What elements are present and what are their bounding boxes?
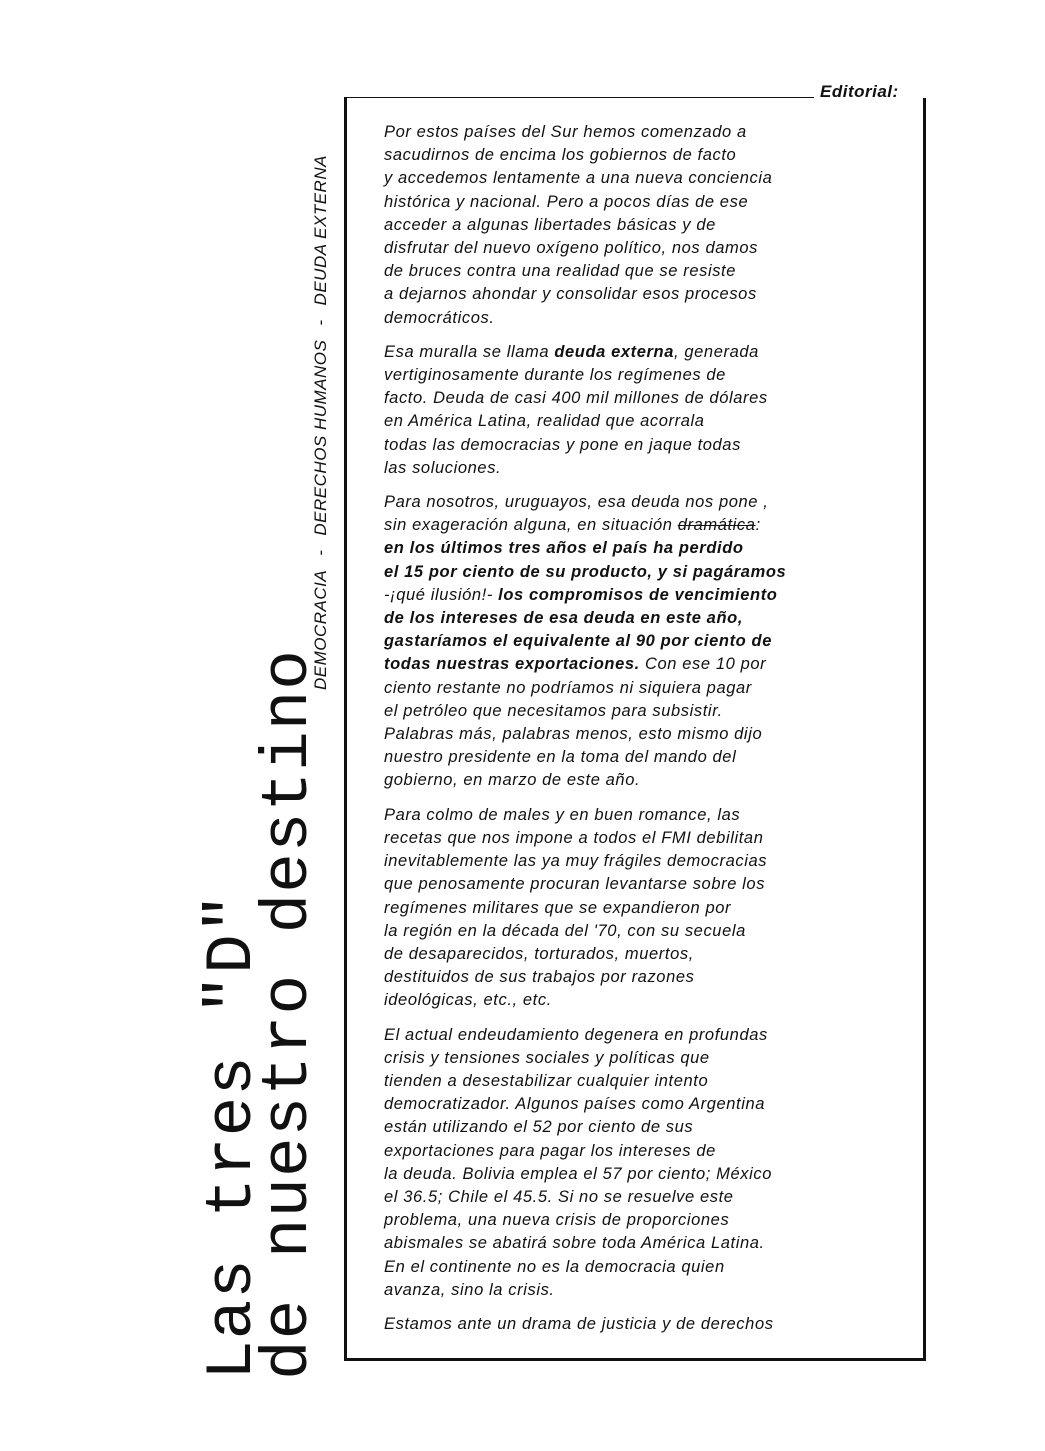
text-run: inevitablemente las ya muy frágiles democracias (384, 852, 768, 871)
text-run: tienden a desestabilizar cualquier intento (384, 1071, 709, 1090)
text-run: el petróleo que necesitamos para subsistir. (384, 701, 723, 720)
text-run: abismales se abatirá sobre toda América Latina. (384, 1234, 765, 1253)
bold-text: deuda externa (554, 342, 675, 361)
editorial-body (384, 121, 904, 1347)
text-line (384, 607, 904, 630)
text-run: destituidos de sus trabajos por razones (384, 968, 695, 987)
text-line (384, 410, 904, 433)
text-run: disfrutar del nuevo oxígeno político, nos damos (384, 239, 758, 258)
text-line (384, 1313, 904, 1336)
text-run: la región en la década del '70, con su secuela (384, 921, 746, 940)
text-line (384, 769, 904, 792)
text-line (384, 237, 904, 260)
text-run: recetas que nos impone a todos el FMI debilitan (384, 828, 764, 847)
bold-text: el 15 por ciento de su producto, y si pagáramos (384, 562, 787, 581)
text-run: -¡qué ilusión!- (384, 585, 499, 604)
topic-deuda-externa: DEUDA EXTERNA (311, 155, 330, 306)
text-line (384, 746, 904, 769)
text-line (384, 1047, 904, 1070)
text-run: sacudirnos de encima los gobiernos de facto (384, 146, 737, 165)
text-line (384, 1232, 904, 1255)
text-line (384, 260, 904, 283)
text-run: ciento restante no podríamos ni siquiera pagar (384, 678, 752, 697)
text-run: que penosamente procuran levantarse sobre los (384, 875, 766, 894)
topic-separator: - (311, 549, 330, 556)
text-run: avanza, sino la crisis. (384, 1280, 555, 1299)
text-line (384, 1209, 904, 1232)
text-line (384, 653, 904, 676)
headline-line-1: Las tres "D" (195, 892, 270, 1380)
topic-derechos-humanos: DERECHOS HUMANOS (311, 339, 330, 536)
text-run: problema, una nueva crisis de proporciones (384, 1211, 730, 1230)
text-run: facto. Deuda de casi 400 mil millones de dólares (384, 389, 768, 408)
text-line (384, 1140, 904, 1163)
text-line (384, 584, 904, 607)
text-run: la deuda. Bolivia emplea el 57 por ciento; México (384, 1164, 773, 1183)
text-line (384, 1024, 904, 1047)
paragraph (384, 1313, 904, 1336)
text-line (384, 677, 904, 700)
text-line (384, 167, 904, 190)
paragraph (384, 341, 904, 480)
bold-text: todas nuestras exportaciones. (384, 655, 640, 674)
text-run: regímenes militares que se expandieron por (384, 898, 732, 917)
paragraph (384, 491, 904, 793)
text-run: histórica y nacional. Pero a pocos días de ese (384, 192, 749, 211)
text-run: El actual endeudamiento degenera en profundas (384, 1025, 768, 1044)
section-label: Editorial: (820, 82, 899, 101)
text-run: Por estos países del Sur hemos comenzado a (384, 123, 747, 141)
text-line (384, 1279, 904, 1302)
text-line (384, 191, 904, 214)
text-line (384, 214, 904, 237)
text-run: Estamos ante un drama de justicia y de derechos (384, 1314, 774, 1333)
text-line (384, 283, 904, 306)
text-run: están utilizando el 52 por ciento de sus (384, 1118, 694, 1137)
paragraph (384, 804, 904, 1013)
bold-text: de los intereses de esa deuda en este año, (384, 609, 744, 628)
text-line (384, 491, 904, 514)
text-line (384, 434, 904, 457)
text-run: Palabras más, palabras menos, esto mismo dijo (384, 725, 763, 744)
text-run: ideológicas, etc., etc. (384, 991, 552, 1010)
text-run: nuestro presidente en la toma del mando del (384, 748, 737, 767)
text-run: en América Latina, realidad que acorrala (384, 412, 705, 431)
text-run: sin exageración alguna, en situación (384, 516, 678, 535)
text-run: democratizador. Algunos países como Argentina (384, 1095, 766, 1114)
text-run: exportaciones para pagar los intereses de (384, 1141, 716, 1160)
text-line (384, 514, 904, 537)
bold-text: en los últimos tres años el país ha perdido (384, 539, 744, 558)
paragraph (384, 121, 904, 330)
text-line (384, 943, 904, 966)
text-run: crisis y tensiones sociales y políticas que (384, 1048, 710, 1067)
text-line (384, 700, 904, 723)
text-run: de desaparecidos, torturados, muertos, (384, 944, 694, 963)
text-line (384, 1186, 904, 1209)
topic-democracia: DEMOCRACIA (311, 569, 330, 690)
text-run: , generada (674, 342, 759, 361)
text-run: de bruces contra una realidad que se resiste (384, 262, 737, 281)
text-run: a dejarnos ahondar y consolidar esos procesos (384, 285, 757, 304)
text-run: Para colmo de males y en buen romance, las (384, 805, 741, 824)
topics-strip (311, 90, 331, 690)
text-run: Con ese 10 por (639, 655, 767, 674)
text-line (384, 1163, 904, 1186)
text-line (384, 387, 904, 410)
text-line (384, 723, 904, 746)
text-line (384, 920, 904, 943)
text-run: acceder a algunas libertades básicas y de (384, 215, 716, 234)
bold-text: gastaríamos el equivalente al 90 por ciento de (384, 632, 772, 651)
text-line (384, 1070, 904, 1093)
topic-separator: - (311, 319, 330, 326)
text-line (384, 341, 904, 364)
text-line (384, 897, 904, 920)
text-run: En el continente no es la democracia quien (384, 1257, 725, 1276)
text-line (384, 630, 904, 653)
text-run: las soluciones. (384, 458, 502, 477)
text-line (384, 850, 904, 873)
text-line (384, 989, 904, 1012)
text-line (384, 561, 904, 584)
text-run: democráticos. (384, 308, 495, 327)
bold-text: los compromisos de vencimiento (498, 585, 778, 604)
text-line (384, 804, 904, 827)
struck-text: dramática (677, 516, 756, 535)
text-line (384, 307, 904, 330)
text-run: el 36.5; Chile el 45.5. Si no se resuelve este (384, 1187, 734, 1206)
text-run: vertiginosamente durante los regímenes de (384, 366, 726, 385)
text-run: Esa muralla se llama (384, 342, 555, 361)
text-line (384, 827, 904, 850)
text-line (384, 1093, 904, 1116)
text-line (384, 457, 904, 480)
text-line (384, 1116, 904, 1139)
text-line (384, 364, 904, 387)
text-run: todas las democracias y pone en jaque todas (384, 435, 741, 454)
text-line (384, 1256, 904, 1279)
text-line (384, 966, 904, 989)
text-run: Para nosotros, uruguayos, esa deuda nos pone , (384, 493, 769, 512)
text-line (384, 144, 904, 167)
paragraph (384, 1024, 904, 1302)
text-line (384, 873, 904, 896)
text-line (384, 121, 904, 144)
text-run: gobierno, en marzo de este año. (384, 771, 641, 790)
text-run: : (755, 516, 761, 535)
headline-line-2: de nuestro destino (251, 649, 326, 1380)
text-run: y accedemos lentamente a una nueva conciencia (384, 169, 773, 188)
text-line (384, 537, 904, 560)
